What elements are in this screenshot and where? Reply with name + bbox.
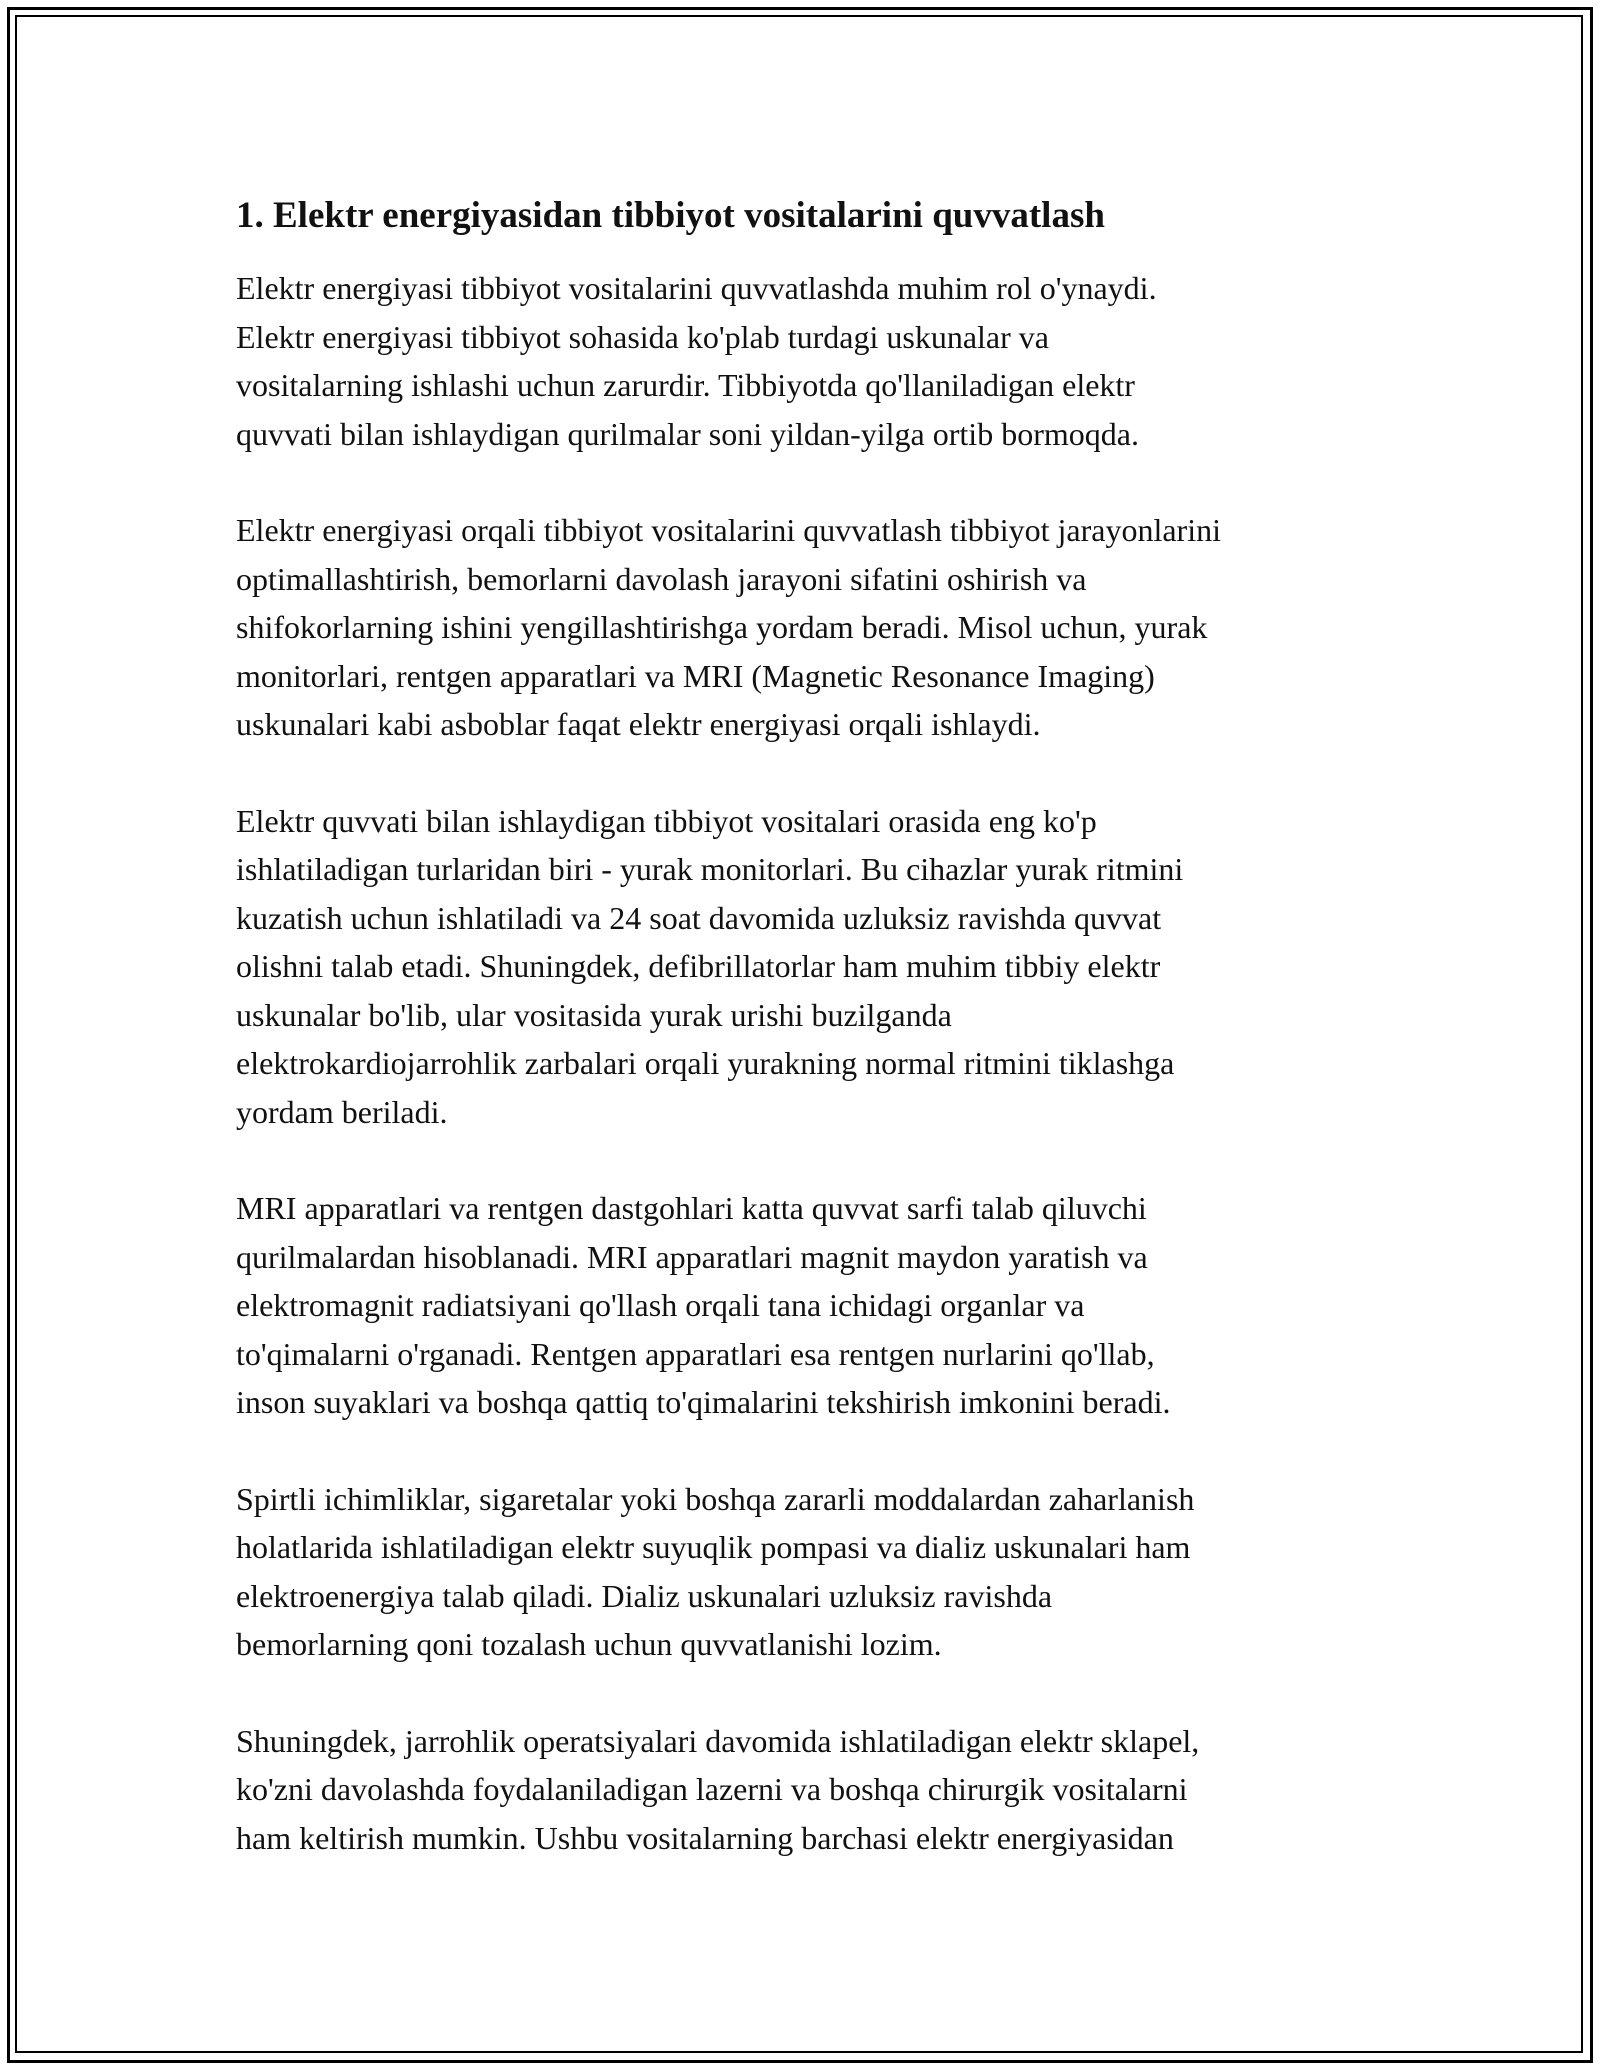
paragraph-4: MRI apparatlari va rentgen dastgohlari katta quvvat sarfi talab qiluvchi qurilmalardan hisoblanadi. MRI apparatlari magnit maydon yaratish va elektromagnit radiatsiyani qo'llash orqali tana ichidagi organlar va to'qimalarni o'rganadi. Rentgen apparatlari esa rentgen nurlarini qo'llab, inson suyaklari va boshqa qattiq to'qimalarini tekshirish imkonini beradi.	[236, 1190, 1171, 1420]
paragraph-3: Elektr quvvati bilan ishlaydigan tibbiyot vositalari orasida eng ko'p ishlatiladigan turlaridan biri - yurak monitorlari. Bu cihazlar yurak ritmini kuzatish uchun ishlatiladi va 24 soat davomida uzluksiz ravishda quvvat olishni talab etadi. Shuningdek, defibrillatorlar ham muhim tibbiy elektr uskunalar bo'lib, ular vositasida yurak urishi buzilganda elektrokardiojarrohlik zarbalari orqali yurakning normal ritmini tiklashga yordam beriladi.	[236, 802, 1184, 1130]
paragraph-1: Elektr energiyasi tibbiyot vositalarini quvvatlashda muhim rol o'ynaydi. Elektr energiyasi tibbiyot sohasida ko'plab turdagi uskunalar va vositalarning ishlashi uchun zarurdir. Tibbiyotda qo'llaniladigan elektr quvvati bilan ishlaydigan qurilmalar soni yildan-yilga ortib bormoqda.	[236, 270, 1157, 452]
paragraph-6: Shuningdek, jarrohlik operatsiyalari davomida ishlatiladigan elektr sklapel, ko'zni davolashda foydalaniladigan lazerni va boshqa chirurgik vositalarni ham keltirish mumkin. Ushbu vositalarning barchasi elektr energiyasidan	[236, 1722, 1200, 1856]
section-heading: 1. Elektr energiyasidan tibbiyot vositalarini quvvatlash	[236, 195, 1105, 236]
paragraph-5: Spirtli ichimliklar, sigaretalar yoki boshqa zararli moddalardan zaharlanish holatlarida ishlatiladigan elektr suyuqlik pompasi va dializ uskunalari ham elektroenergiya talab qiladi. Dializ uskunalari uzluksiz ravishda bemorlarning qoni tozalash uchun quvvatlanishi lozim.	[236, 1480, 1195, 1662]
document-body	[236, 190, 1386, 1910]
paragraph-2: Elektr energiyasi orqali tibbiyot vositalarini quvvatlash tibbiyot jarayonlarini optimallashtirish, bemorlarni davolash jarayoni sifatini oshirish va shifokorlarning ishini yengillashtirishga yordam beradi. Misol uchun, yurak monitorlari, rentgen apparatlari va MRI (Magnetic Resonance Imaging) uskunalari kabi asboblar faqat elektr energiyasi orqali ishlaydi.	[236, 512, 1221, 742]
